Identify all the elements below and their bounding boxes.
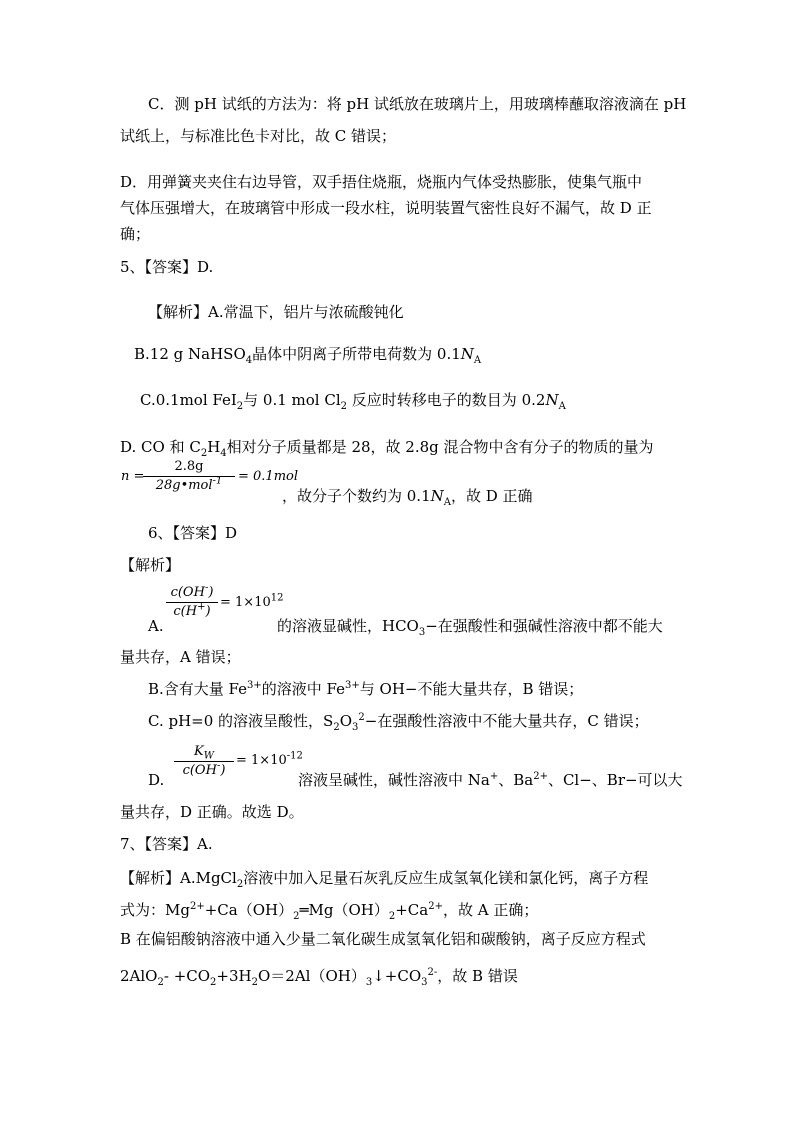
q6-a-frac-rhs: = $1\times 10^{12}$	[220, 592, 284, 610]
q6-answer: 6、【答案】D	[148, 524, 238, 542]
q5-analysis-a: 【解析】A.常温下，铝片与浓硫酸钝化	[148, 303, 404, 321]
text-line-d3: 确；	[120, 225, 151, 243]
q5-frac-rhs: = 0.1mol	[238, 469, 299, 484]
q7-equation-a: 式为：$Mg^{2+}+Ca(OH)_2═Mg(OH)_2+Ca^{2+}$，故 A 正确；	[120, 901, 539, 922]
q5-option-d: D. CO 和 $C_2H_4$相对分子质量都是 28，故 2.8g 混合物中含有分子的物质的量为	[120, 438, 654, 459]
q6-option-b: B.含有大量 $Fe^{3+}$的溶液中 $Fe^{3+}$与 OH−不能大量共存，B 错误；	[148, 680, 584, 698]
q6-option-a: A.	[148, 617, 164, 635]
q5-frac-denominator: 28g•mol$^{-1}$	[155, 475, 223, 493]
text-line-d1: D．用弹簧夹夹住右边导管，双手捂住烧瓶，烧瓶内气体受热膨胀，使集气瓶中	[120, 173, 643, 191]
q5-fraction	[143, 458, 235, 495]
q6-d-frac-rhs: = $1\times 10^{-12}$	[236, 750, 303, 768]
q5-frac-numerator: 2.8g	[143, 458, 235, 477]
q7-analysis-a: 【解析】A.MgCl$_2$溶液中加入足量石灰乳反应生成氢氧化镁和氯化钙，离子方程	[120, 869, 649, 890]
q6-d-fraction	[174, 743, 234, 780]
q6-a-frac-denominator: c(H+)	[173, 601, 211, 619]
q7-equation-b: $2AlO_2- +CO_2+3H_2O=2Al(OH)_3↓+CO_3^{2-}$，故 B 错误	[120, 967, 518, 988]
q6-analysis: 【解析】	[120, 556, 181, 574]
q5-d-tail: ，故分子个数约为 $0.1N_A$，故 D 正确	[282, 487, 533, 508]
q6-option-d: D.	[148, 771, 165, 789]
q6-d-frac-denominator: c(OH-)	[182, 760, 226, 778]
q6-option-c: C. pH=0 的溶液呈酸性，$S_2O_3^2-$在强酸性溶液中不能大量共存，C 错误；	[148, 712, 649, 733]
q7-option-b: B 在偏铝酸钠溶液中通入少量二氧化碳生成氢氧化铝和碳酸钠，离子反应方程式	[120, 930, 646, 948]
q6-option-d-text: 溶液呈碱性，碱性溶液中 Na+、$Ba^{2+}$、Cl−、Br−可以大	[298, 771, 683, 789]
text-line-c2: 试纸上，与标准比色卡对比，故 C 错误；	[120, 127, 397, 145]
q6-option-a-text: 的溶液显碱性，$HCO_3-$在强酸性和强碱性溶液中都不能大	[277, 617, 663, 638]
q6-d-frac-numerator: $K_W$	[174, 743, 234, 762]
q6-a-frac-numerator: c(OH-)	[166, 584, 218, 603]
q6-a-fraction	[166, 584, 218, 621]
text-line-d2: 气体压强增大，在玻璃管中形成一段水柱，说明装置气密性良好不漏气，故 D 正	[120, 199, 652, 217]
q6-option-d-line2: 量共存，D 正确。故选 D。	[120, 803, 304, 821]
q5-option-b: B.12 g NaHSO$_4$晶体中阴离子所带电荷数为 $0.1N_A$	[134, 345, 482, 366]
text-line-c1: C．测 pH 试纸的方法为：将 pH 试纸放在玻璃片上，用玻璃棒蘸取溶液滴在 pH	[148, 95, 687, 113]
q5-option-c: C.0.1mol FeI$_2$与 0.1 mol $Cl_2$ 反应时转移电子的数目为 $0.2N_A$	[140, 391, 566, 412]
q6-option-a-line2: 量共存，A 错误；	[120, 648, 241, 666]
q5-frac-lhs: n =	[121, 469, 145, 484]
q7-answer: 7、【答案】A.	[120, 835, 213, 853]
q5-answer: 5、【答案】D.	[120, 258, 214, 276]
